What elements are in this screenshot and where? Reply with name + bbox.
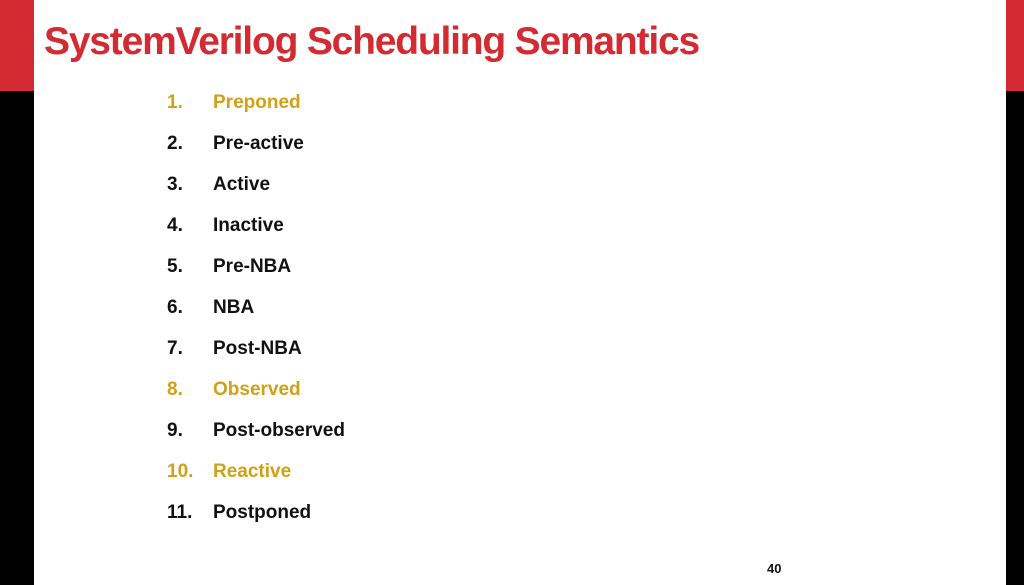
list-item-number: 2. (167, 133, 183, 154)
list-item-label: Preponed (213, 92, 301, 113)
list-item-number: 9. (167, 420, 183, 441)
list-item-number: 8. (167, 379, 183, 400)
list-item-label: Reactive (213, 461, 292, 482)
list-item (167, 334, 345, 375)
list-item (167, 416, 345, 457)
list-item (167, 293, 345, 334)
right-accent-bar (1006, 0, 1024, 91)
scheduling-phase-list (167, 88, 345, 539)
list-item-label: Inactive (213, 215, 284, 236)
list-item (167, 129, 345, 170)
list-item-number: 5. (167, 256, 183, 277)
list-item-label: Active (213, 174, 271, 195)
list-item (167, 252, 345, 293)
list-item-number: 6. (167, 297, 183, 318)
list-item (167, 498, 345, 539)
list-item-label: Post-observed (213, 420, 345, 441)
list-item (167, 375, 345, 416)
list-item (167, 88, 345, 129)
list-item-label: Pre-active (213, 133, 304, 154)
list-item-label: Observed (213, 379, 301, 400)
left-accent-bar (0, 0, 34, 91)
list-item (167, 170, 345, 211)
list-item-number: 7. (167, 338, 183, 359)
list-item-label: Pre-NBA (213, 256, 292, 277)
list-item-number: 10. (167, 461, 194, 482)
list-item-label: Postponed (213, 502, 312, 523)
list-item-number: 11. (167, 502, 193, 523)
list-item-label: NBA (213, 297, 255, 318)
page-number: 40 (767, 561, 782, 576)
slide-title: SystemVerilog Scheduling Semantics (44, 20, 699, 63)
list-item-number: 1. (167, 92, 183, 113)
list-item (167, 457, 345, 498)
list-item (167, 211, 345, 252)
list-item-number: 4. (167, 215, 183, 236)
list-item-label: Post-NBA (213, 338, 302, 359)
list-item-number: 3. (167, 174, 183, 195)
